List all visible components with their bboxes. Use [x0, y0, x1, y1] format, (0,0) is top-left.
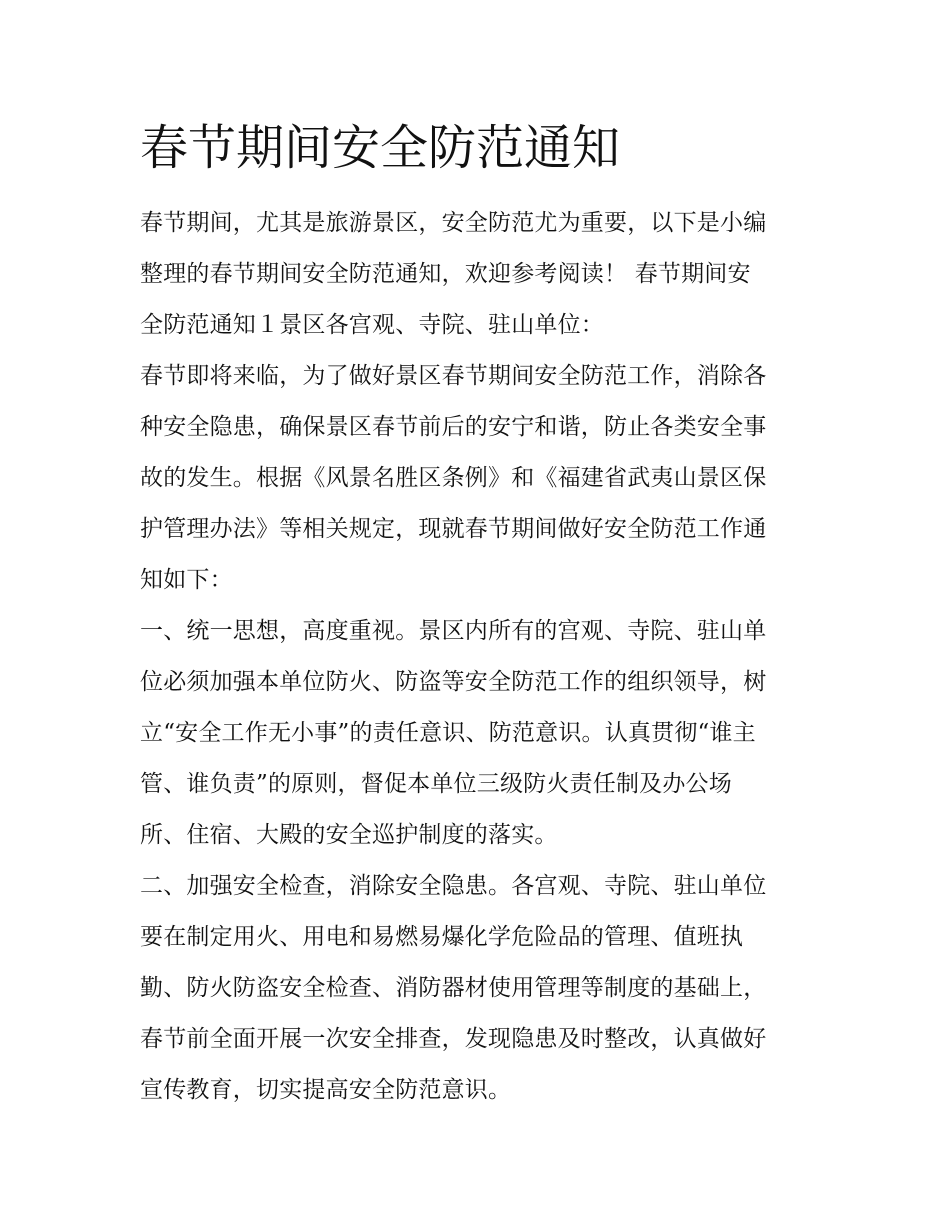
- body-line: 立“安全工作无小事”的责任意识、防范意识。认真贯彻“谁主: [140, 720, 756, 746]
- body-line: 种安全隐患，确保景区春节前后的安宁和谐，防止各类安全事: [140, 414, 767, 440]
- body-line: 二、加强安全检查，消除安全隐患。各宫观、寺院、驻山单位: [140, 873, 767, 899]
- body-line: 管、谁负责”的原则，督促本单位三级防火责任制及办公场: [140, 771, 732, 797]
- document-title: 春节期间安全防范通知: [140, 120, 621, 176]
- body-line: 一、统一思想，高度重视。景区内所有的宫观、寺院、驻山单: [140, 618, 767, 644]
- body-line: 全防范通知１景区各宫观、寺院、驻山单位：: [140, 312, 604, 338]
- document-body: [140, 198, 820, 1116]
- body-line: 勤、防火防盗安全检查、消防器材使用管理等制度的基础上，: [140, 975, 767, 1001]
- body-line: 整理的春节期间安全防范通知，欢迎参考阅读！ 春节期间安: [140, 261, 751, 287]
- body-line: 春节即将来临，为了做好景区春节期间安全防范工作，消除各: [140, 363, 767, 389]
- body-line: 春节期间，尤其是旅游景区，安全防范尤为重要，以下是小编: [140, 210, 767, 236]
- body-line: 宣传教育，切实提高安全防范意识。: [140, 1077, 512, 1103]
- body-line: 所、住宿、大殿的安全巡护制度的落实。: [140, 822, 558, 848]
- body-line: 知如下：: [140, 567, 233, 593]
- body-line: 位必须加强本单位防火、防盗等安全防范工作的组织领导，树: [140, 669, 767, 695]
- body-line: 护管理办法》等相关规定，现就春节期间做好安全防范工作通: [140, 516, 767, 542]
- body-line: 要在制定用火、用电和易燃易爆化学危险品的管理、值班执: [140, 924, 744, 950]
- body-line: 春节前全面开展一次安全排查，发现隐患及时整改，认真做好: [140, 1026, 767, 1052]
- body-line: 故的发生。根据《风景名胜区条例》和《福建省武夷山景区保: [140, 465, 767, 491]
